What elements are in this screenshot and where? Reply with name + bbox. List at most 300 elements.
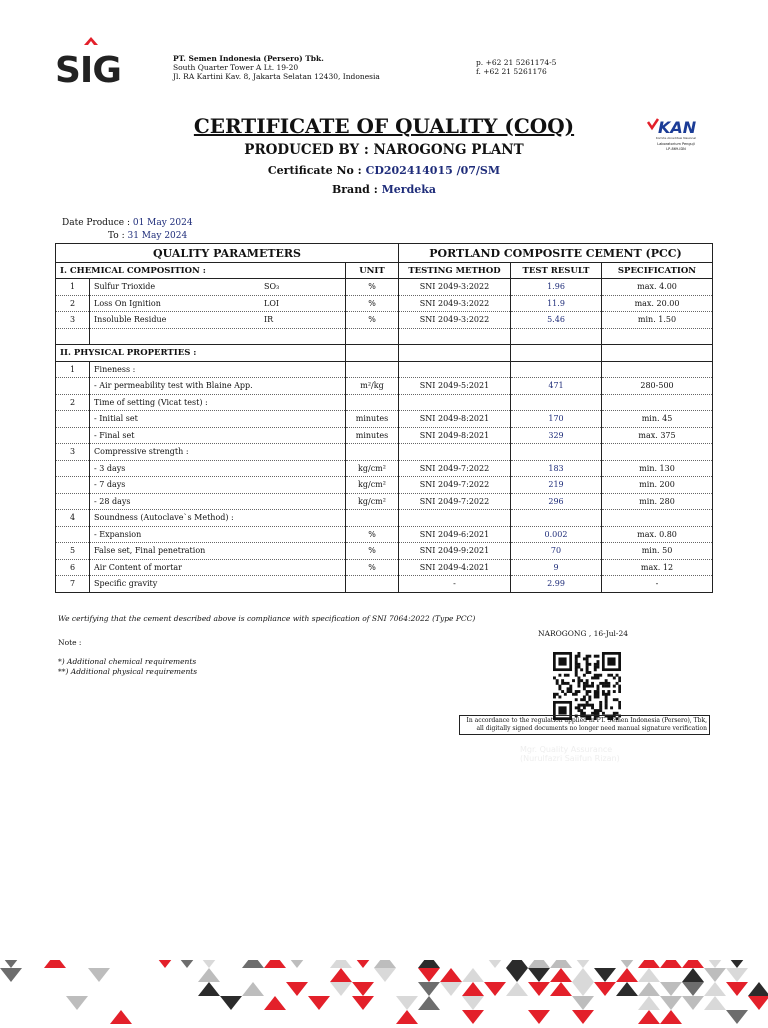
- pattern-triangle: [726, 1010, 748, 1024]
- qr-module: [594, 655, 597, 658]
- parameter-cell: - 7 days: [90, 477, 346, 494]
- pattern-triangle: [110, 1010, 132, 1024]
- spec-cell: [602, 510, 713, 527]
- result-cell: 296: [511, 493, 602, 510]
- cert-no-value: CD202414015 /07/SM: [365, 164, 501, 177]
- qr-module: [599, 709, 602, 712]
- parameter-name: Insoluble Residue: [94, 315, 167, 325]
- pattern-triangle: [660, 996, 682, 1010]
- date-produce-from: 01 May 2024: [132, 218, 193, 228]
- address-line-2: Jl. RA Kartini Kav. 8, Jakarta Selatan 12430, Indonesia: [173, 72, 380, 81]
- brand: [0, 183, 768, 196]
- table-row: [56, 543, 713, 560]
- pattern-triangle: [198, 968, 220, 982]
- pattern-triangle: [242, 982, 264, 996]
- qr-module: [567, 674, 570, 677]
- qr-module: [567, 682, 570, 685]
- result-cell: 9: [511, 559, 602, 576]
- parameter-formula: IR: [264, 315, 274, 325]
- digital-signature-notice: [459, 715, 710, 735]
- parameter-cell: Compressive strength :: [90, 444, 346, 461]
- qr-module: [586, 657, 589, 660]
- parameter-cell: [90, 279, 346, 296]
- qr-module: [597, 685, 600, 688]
- blank-cell: [602, 345, 713, 362]
- pattern-triangle: [462, 1010, 484, 1024]
- table-row: [56, 559, 713, 576]
- qr-module: [575, 671, 578, 674]
- qr-module: [613, 676, 616, 679]
- pattern-triangle: [418, 960, 440, 968]
- unit-cell: %: [346, 279, 399, 296]
- row-number: [56, 526, 90, 543]
- signatory-title: Mgr. Quality Assurance: [520, 745, 613, 754]
- qr-module: [618, 685, 621, 688]
- sig-logo: [54, 36, 132, 84]
- table-row: [56, 477, 713, 494]
- company-info: [173, 54, 380, 81]
- chemical-section-header: I. CHEMICAL COMPOSITION :: [56, 263, 346, 279]
- qr-module: [583, 685, 586, 688]
- pattern-triangle: [154, 960, 176, 968]
- qr-module: [588, 690, 591, 693]
- pattern-triangle: [704, 996, 726, 1010]
- pattern-triangle: [528, 982, 550, 996]
- qr-module: [583, 687, 586, 690]
- qr-module: [561, 690, 564, 693]
- pattern-triangle: [484, 960, 506, 968]
- qr-module: [564, 674, 567, 677]
- row-number: [56, 378, 90, 395]
- result-cell: 183: [511, 460, 602, 477]
- row-number: [56, 477, 90, 494]
- parameter-cell: - Expansion: [90, 526, 346, 543]
- qr-module: [575, 660, 578, 663]
- pattern-triangle: [660, 960, 682, 968]
- qr-module: [605, 685, 608, 688]
- pattern-triangle: [352, 960, 374, 968]
- pattern-triangle: [198, 982, 220, 996]
- blank-cell: [346, 328, 399, 345]
- row-number: 3: [56, 312, 90, 329]
- table-head-row: [56, 244, 713, 263]
- certify-statement: We certifying that the cement described above is compliance with specification of SNI 7064:2022 (Type PCC): [58, 614, 476, 623]
- parameter-cell: [90, 312, 346, 329]
- qr-module: [575, 668, 578, 671]
- blank-cell: [56, 328, 90, 345]
- row-number: 1: [56, 279, 90, 296]
- method-cell: SNI 2049-6:2021: [399, 526, 511, 543]
- pattern-triangle: [572, 968, 594, 982]
- method-cell: SNI 2049-5:2021: [399, 378, 511, 395]
- method-cell: [399, 444, 511, 461]
- qr-module: [607, 690, 610, 693]
- parameter-cell: - Initial set: [90, 411, 346, 428]
- pattern-triangle: [264, 960, 286, 968]
- brand-label: Brand :: [331, 183, 382, 196]
- table-row: [56, 394, 713, 411]
- qr-module: [577, 679, 580, 682]
- table-row: [56, 411, 713, 428]
- result-cell: [511, 510, 602, 527]
- method-cell: SNI 2049-9:2021: [399, 543, 511, 560]
- qr-module: [569, 690, 572, 693]
- pattern-triangle: [616, 982, 638, 996]
- blank-cell: [511, 345, 602, 362]
- pattern-triangle: [616, 968, 638, 982]
- result-cell: 219: [511, 477, 602, 494]
- pattern-triangle: [550, 982, 572, 996]
- pattern-triangle: [176, 960, 198, 968]
- qr-module: [586, 668, 589, 671]
- qr-module: [558, 674, 561, 677]
- qr-module: [618, 676, 621, 679]
- qr-module: [597, 660, 600, 663]
- unit-cell: %: [346, 559, 399, 576]
- qr-module: [586, 682, 589, 685]
- result-cell: 170: [511, 411, 602, 428]
- pattern-triangle: [484, 982, 506, 996]
- qr-module: [594, 676, 597, 679]
- qr-module: [591, 682, 594, 685]
- pattern-triangle: [572, 1010, 594, 1024]
- method-cell: SNI 2049-3:2022: [399, 279, 511, 296]
- qr-module: [575, 706, 578, 709]
- qr-module: [577, 706, 580, 709]
- pattern-triangle: [748, 996, 768, 1010]
- table-row: [56, 279, 713, 296]
- qr-module: [597, 690, 600, 693]
- produced-by: PRODUCED BY : NAROGONG PLANT: [244, 142, 524, 158]
- qr-module: [597, 687, 600, 690]
- place-date: NAROGONG , 16-Jul-24: [538, 629, 629, 638]
- pattern-triangle: [286, 960, 308, 968]
- qr-module: [586, 655, 589, 658]
- company-name: PT. Semen Indonesia (Persero) Tbk.: [173, 54, 324, 63]
- spec-cell: [602, 444, 713, 461]
- qr-module: [586, 660, 589, 663]
- qr-module: [602, 685, 605, 688]
- qr-module: [602, 690, 605, 693]
- pattern-triangle: [506, 968, 528, 982]
- parameter-cell: - 28 days: [90, 493, 346, 510]
- pattern-triangle: [418, 968, 440, 982]
- sig-notice-line-1: In accordance to the regulation applied in PT. Semen Indonesia (Persero), Tbk,: [466, 717, 707, 724]
- result-cell: 11.9: [511, 295, 602, 312]
- qr-module: [586, 685, 589, 688]
- pattern-triangle: [682, 982, 704, 996]
- spec-cell: max. 375: [602, 427, 713, 444]
- pattern-triangle: [682, 996, 704, 1010]
- physical-section-header: II. PHYSICAL PROPERTIES :: [56, 345, 346, 362]
- qr-module: [580, 709, 583, 712]
- contact-info: [476, 58, 556, 76]
- spec-cell: -: [602, 576, 713, 593]
- parameter-name: Sulfur Trioxide: [94, 282, 156, 292]
- pattern-triangle: [550, 968, 572, 982]
- qr-module: [588, 704, 591, 707]
- qr-module: [558, 685, 561, 688]
- qr-module: [556, 682, 559, 685]
- pattern-triangle: [528, 1010, 550, 1024]
- req-physical: **) Additional physical requirements: [58, 667, 198, 676]
- qr-module: [575, 666, 578, 669]
- qr-module: [602, 693, 605, 696]
- pattern-triangle: [594, 968, 616, 982]
- quality-table: [55, 243, 713, 593]
- faded-signatory: [520, 745, 620, 763]
- qr-module: [618, 701, 621, 704]
- qr-module: [594, 668, 597, 671]
- pattern-triangle: [0, 960, 22, 968]
- pattern-triangle: [286, 982, 308, 996]
- pattern-triangle: [682, 960, 704, 968]
- qr-module: [583, 696, 586, 699]
- qr-module: [575, 657, 578, 660]
- parameter-cell: Specific gravity: [90, 576, 346, 593]
- pattern-triangle: [572, 960, 594, 968]
- qr-module: [561, 679, 564, 682]
- qr-module: [597, 693, 600, 696]
- result-cell: 0.002: [511, 526, 602, 543]
- col-method-header: TESTING METHOD: [399, 263, 511, 279]
- table-row: [56, 510, 713, 527]
- pattern-triangle: [528, 960, 550, 968]
- qr-module: [586, 701, 589, 704]
- phone: p. +62 21 5261174-5: [476, 58, 557, 67]
- pattern-triangle: [660, 1010, 682, 1024]
- certificate-title: CERTIFICATE OF QUALITY (COQ): [193, 114, 575, 138]
- table-row: [56, 312, 713, 329]
- qr-module: [580, 668, 583, 671]
- spec-cell: min. 50: [602, 543, 713, 560]
- pattern-triangle: [396, 1010, 418, 1024]
- table-row: [56, 295, 713, 312]
- pattern-triangle: [0, 968, 22, 982]
- kan-accreditation-logo: [646, 116, 706, 156]
- result-cell: 329: [511, 427, 602, 444]
- qr-module: [553, 696, 556, 699]
- table-row: [56, 361, 713, 378]
- pattern-triangle: [704, 960, 726, 968]
- pattern-triangle: [418, 996, 440, 1010]
- qr-module: [591, 704, 594, 707]
- unit-cell: minutes: [346, 411, 399, 428]
- qr-module: [583, 706, 586, 709]
- qr-module: [575, 693, 578, 696]
- table-row: [56, 444, 713, 461]
- row-number: 3: [56, 444, 90, 461]
- qr-module: [577, 676, 580, 679]
- qr-module: [618, 704, 621, 707]
- qr-module: [602, 682, 605, 685]
- result-cell: [511, 361, 602, 378]
- pattern-triangle: [88, 968, 110, 982]
- pattern-triangle: [726, 982, 748, 996]
- pattern-triangle: [550, 960, 572, 968]
- pattern-triangle: [726, 968, 748, 982]
- pattern-triangle: [440, 968, 462, 982]
- cert-no-label: Certificate No :: [267, 164, 366, 177]
- result-cell: 5.46: [511, 312, 602, 329]
- table-row-blank: [56, 328, 713, 345]
- qr-module: [618, 679, 621, 682]
- qr-module: [567, 687, 570, 690]
- qr-module: [618, 687, 621, 690]
- qr-module: [558, 687, 561, 690]
- row-number: 1: [56, 361, 90, 378]
- note-label: Note :: [58, 638, 82, 647]
- qr-module: [575, 655, 578, 658]
- qr-module: [583, 682, 586, 685]
- pattern-triangle: [704, 982, 726, 996]
- pattern-triangle: [616, 960, 638, 968]
- qr-module: [605, 701, 608, 704]
- pattern-triangle: [660, 982, 682, 996]
- qr-module: [605, 679, 608, 682]
- table-row: [56, 493, 713, 510]
- additional-requirements: [58, 657, 197, 677]
- result-cell: 70: [511, 543, 602, 560]
- pattern-triangle: [594, 982, 616, 996]
- qr-module: [594, 709, 597, 712]
- qr-module: [591, 706, 594, 709]
- pattern-triangle: [638, 982, 660, 996]
- blank-cell: [399, 345, 511, 362]
- qr-module: [572, 679, 575, 682]
- method-cell: -: [399, 576, 511, 593]
- table-row: [56, 526, 713, 543]
- signatory-name: (Nurulfazri Saiifun Rizan): [520, 754, 620, 763]
- qr-module: [569, 687, 572, 690]
- parameter-cell: Fineness :: [90, 361, 346, 378]
- qr-module: [586, 666, 589, 669]
- qr-module: [575, 663, 578, 666]
- qr-module: [577, 652, 580, 655]
- spec-cell: min. 130: [602, 460, 713, 477]
- qr-module: [572, 693, 575, 696]
- method-cell: SNI 2049-7:2022: [399, 493, 511, 510]
- pattern-triangle: [440, 982, 462, 996]
- qr-module: [618, 690, 621, 693]
- pattern-triangle: [374, 968, 396, 982]
- qr-module: [605, 696, 608, 699]
- parameter-cell: - Final set: [90, 427, 346, 444]
- date-produce-to: 31 May 2024: [127, 231, 188, 241]
- kan-line-1: Komite Akreditasi Nasional: [655, 136, 697, 140]
- qr-module: [586, 663, 589, 666]
- pattern-triangle: [198, 960, 220, 968]
- qr-module: [577, 690, 580, 693]
- method-cell: SNI 2049-3:2022: [399, 295, 511, 312]
- kan-text: KAN: [658, 118, 697, 137]
- unit-cell: [346, 576, 399, 593]
- qr-module: [594, 663, 597, 666]
- qr-module: [607, 682, 610, 685]
- sig-notice-line-2: all digitally signed documents no longer need manual signature verification: [476, 725, 707, 732]
- row-number: [56, 427, 90, 444]
- blank-cell: [511, 328, 602, 345]
- parameter-formula: SO₃: [264, 282, 280, 292]
- pattern-triangle: [242, 960, 264, 968]
- decorative-footer-pattern: [0, 960, 768, 1024]
- qr-module: [610, 706, 613, 709]
- pattern-triangle: [352, 982, 374, 996]
- parameter-cell: - 3 days: [90, 460, 346, 477]
- method-cell: [399, 361, 511, 378]
- qr-module: [597, 663, 600, 666]
- qr-module: [618, 706, 621, 709]
- qr-module: [588, 655, 591, 658]
- qr-module: [597, 674, 600, 677]
- row-number: [56, 411, 90, 428]
- spec-cell: [602, 361, 713, 378]
- col-spec-header: SPECIFICATION: [602, 263, 713, 279]
- blank-cell: [90, 328, 346, 345]
- row-number: [56, 460, 90, 477]
- parameter-cell: - Air permeability test with Blaine App.: [90, 378, 346, 395]
- spec-cell: min. 45: [602, 411, 713, 428]
- production-dates: [62, 217, 193, 243]
- qr-module: [556, 679, 559, 682]
- parameter-cell: Time of setting (Vicat test) :: [90, 394, 346, 411]
- unit-cell: %: [346, 312, 399, 329]
- spec-cell: max. 20.00: [602, 295, 713, 312]
- qr-module: [575, 698, 578, 701]
- qr-module: [605, 693, 608, 696]
- cement-type-header: PORTLAND COMPOSITE CEMENT (PCC): [399, 244, 713, 263]
- unit-cell: [346, 394, 399, 411]
- qr-module: [588, 696, 591, 699]
- qr-module: [613, 690, 616, 693]
- unit-cell: %: [346, 526, 399, 543]
- unit-cell: %: [346, 295, 399, 312]
- pattern-triangle: [748, 982, 768, 996]
- row-number: 2: [56, 295, 90, 312]
- method-cell: SNI 2049-4:2021: [399, 559, 511, 576]
- qr-module: [577, 685, 580, 688]
- unit-cell: kg/cm²: [346, 493, 399, 510]
- result-cell: [511, 394, 602, 411]
- qr-module: [583, 674, 586, 677]
- qr-module: [597, 666, 600, 669]
- qr-module: [616, 682, 619, 685]
- pattern-triangle: [704, 968, 726, 982]
- spec-cell: max. 4.00: [602, 279, 713, 296]
- qr-module: [583, 698, 586, 701]
- qr-module: [607, 693, 610, 696]
- qr-module: [588, 685, 591, 688]
- pattern-triangle: [682, 968, 704, 982]
- unit-cell: minutes: [346, 427, 399, 444]
- row-number: [56, 493, 90, 510]
- pattern-triangle: [396, 996, 418, 1010]
- pattern-triangle: [374, 960, 396, 968]
- col-result-header: TEST RESULT: [511, 263, 602, 279]
- qr-module: [613, 685, 616, 688]
- table-row: [56, 576, 713, 593]
- unit-cell: [346, 361, 399, 378]
- qr-module: [553, 693, 556, 696]
- qr-module: [605, 698, 608, 701]
- pattern-triangle: [330, 960, 352, 968]
- qr-module: [607, 674, 610, 677]
- qr-module: [586, 693, 589, 696]
- qr-module: [580, 679, 583, 682]
- qr-module: [586, 679, 589, 682]
- pattern-triangle: [462, 968, 484, 982]
- unit-cell: kg/cm²: [346, 460, 399, 477]
